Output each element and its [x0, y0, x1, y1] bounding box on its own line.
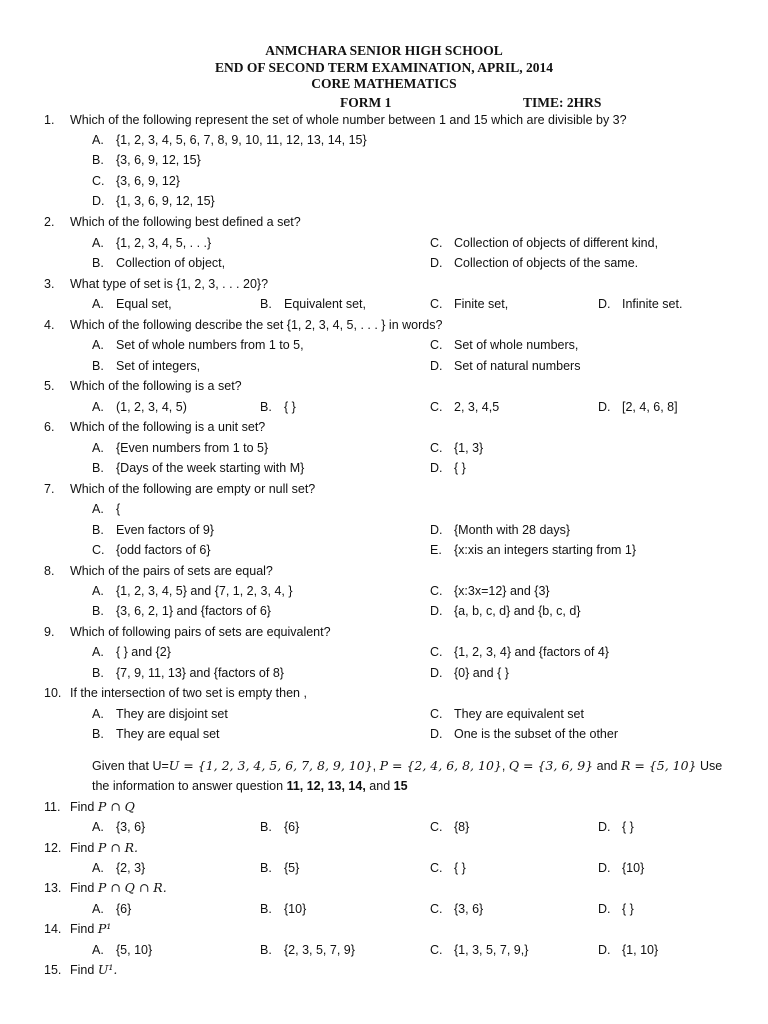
option-11b: B. {6} — [260, 820, 300, 834]
option-2d: D. Collection of objects of the same. — [430, 256, 639, 270]
question-9: 9. Which of following pairs of sets are equivalent? — [44, 625, 331, 639]
option-9d: D. {0} and { } — [430, 666, 509, 680]
question-8: 8. Which of the pairs of sets are equal? — [44, 564, 273, 578]
option-5a: A. (1, 2, 3, 4, 5) — [92, 400, 187, 414]
option-8b: B. {3, 6, 2, 1} and {factors of 6} — [92, 604, 271, 618]
exam-title: END OF SECOND TERM EXAMINATION, APRIL, 2014 — [214, 59, 554, 75]
option-14c: C. {1, 3, 5, 7, 9,} — [430, 943, 529, 957]
subject-title: CORE MATHEMATICS — [311, 76, 457, 91]
question-11: 11. Find P ∩ Q — [44, 799, 135, 814]
option-2a: A. {1, 2, 3, 4, 5, . . .} — [92, 236, 212, 250]
question-12: 12. Find P ∩ R. — [44, 840, 139, 855]
u-expression: U = {1, 2, 3, 4, 5, 6, 7, 8, 9, 10} — [168, 758, 373, 773]
option-11c: C. {8} — [430, 820, 470, 834]
option-13c: C. {3, 6} — [430, 902, 484, 916]
option-5d: D. [2, 4, 6, 8] — [598, 400, 678, 414]
option-7c: C. {odd factors of 6} — [92, 543, 211, 557]
option-12a: A. {2, 3} — [92, 861, 146, 875]
option-13a: A. {6} — [92, 902, 132, 916]
option-11d: D. { } — [598, 820, 634, 834]
question-2: 2. Which of the following best defined a set? — [44, 215, 301, 229]
option-1b: B. {3, 6, 9, 12, 15} — [92, 153, 201, 167]
option-9a: A. { } and {2} — [92, 645, 171, 659]
option-13d: D. { } — [598, 902, 634, 916]
option-3d: D. Infinite set. — [598, 297, 683, 311]
option-7a: A. { — [92, 502, 121, 516]
option-1a: A. {1, 2, 3, 4, 5, 6, 7, 8, 9, 10, 11, 12, 13, 14, 15} — [92, 133, 367, 147]
time-label: TIME: 2HRS — [523, 95, 602, 110]
option-14d: D. {1, 10} — [598, 943, 659, 957]
option-10c: C. They are equivalent set — [430, 707, 584, 721]
option-4a: A. Set of whole numbers from 1 to 5, — [92, 338, 304, 352]
exam-header — [0, 43, 768, 93]
option-3b: B. Equivalent set, — [260, 297, 366, 311]
info-line-2: the information to answer question 11, 12, 13, 14, and 15 — [92, 779, 408, 793]
option-3c: C. Finite set, — [430, 297, 509, 311]
option-10d: D. One is the subset of the other — [430, 727, 618, 741]
school-name: ANMCHARA SENIOR HIGH SCHOOL — [265, 43, 503, 58]
option-3a: A. Equal set, — [92, 297, 172, 311]
option-6b: B. {Days of the week starting with M} — [92, 461, 305, 475]
question-10: 10. If the intersection of two set is empty then , — [44, 686, 307, 700]
question-5: 5. Which of the following is a set? — [44, 379, 242, 393]
option-11a: A. {3, 6} — [92, 820, 146, 834]
form-label: FORM 1 — [340, 95, 392, 110]
option-6d: D. { } — [430, 461, 466, 475]
option-1d: D. {1, 3, 6, 9, 12, 15} — [92, 194, 215, 208]
option-2c: C. Collection of objects of different kind, — [430, 236, 659, 250]
option-5c: C. 2, 3, 4,5 — [430, 400, 500, 414]
option-8a: A. {1, 2, 3, 4, 5} and {7, 1, 2, 3, 4, } — [92, 584, 293, 598]
question-number: 1. — [44, 113, 55, 127]
option-12d: D. {10} — [598, 861, 645, 875]
question-1 — [44, 110, 627, 131]
p-expression: P = {2, 4, 6, 8, 10} — [379, 758, 502, 773]
option-1c: C. {3, 6, 9, 12} — [92, 174, 180, 188]
question-13: 13. Find P ∩ Q ∩ R. — [44, 880, 167, 895]
question-text: Which of the following represent the set of whole number between 1 and 15 which are divisible by 3? — [70, 113, 627, 127]
option-7d: D. {Month with 28 days} — [430, 523, 571, 537]
option-7e: E. {x:xis an integers starting from 1} — [430, 543, 637, 557]
option-14a: A. {5, 10} — [92, 943, 153, 957]
option-4c: C. Set of whole numbers, — [430, 338, 579, 352]
option-6a: A. {Even numbers from 1 to 5} — [92, 441, 269, 455]
question-6: 6. Which of the following is a unit set? — [44, 420, 266, 434]
option-9c: C. {1, 2, 3, 4} and {factors of 4} — [430, 645, 609, 659]
option-8c: C. {x:3x=12} and {3} — [430, 584, 550, 598]
option-6c: C. {1, 3} — [430, 441, 484, 455]
q-expression: Q = {3, 6, 9} — [508, 758, 594, 773]
option-12c: C. { } — [430, 861, 466, 875]
option-4d: D. Set of natural numbers — [430, 359, 581, 373]
question-3: 3. What type of set is {1, 2, 3, . . . 20}? — [44, 277, 269, 291]
question-15: 15. Find U¹. — [44, 962, 118, 977]
option-10a: A. They are disjoint set — [92, 707, 228, 721]
option-2b: B. Collection of object, — [92, 256, 226, 270]
question-4: 4. Which of the following describe the set {1, 2, 3, 4, 5, . . . } in words? — [44, 318, 443, 332]
question-7: 7. Which of the following are empty or null set? — [44, 482, 316, 496]
option-5b: B. { } — [260, 400, 296, 414]
r-expression: R = {5, 10} — [620, 758, 697, 773]
option-14b: B. {2, 3, 5, 7, 9} — [260, 943, 355, 957]
option-12b: B. {5} — [260, 861, 300, 875]
option-10b: B. They are equal set — [92, 727, 220, 741]
info-line-1: Given that U=U = {1, 2, 3, 4, 5, 6, 7, 8, 9, 10}, P = {2, 4, 6, 8, 10}, Q = {3, 6, 9} and R = {5, 10} Use — [92, 758, 723, 773]
option-9b: B. {7, 9, 11, 13} and {factors of 8} — [92, 666, 284, 680]
option-13b: B. {10} — [260, 902, 307, 916]
option-8d: D. {a, b, c, d} and {b, c, d} — [430, 604, 581, 618]
option-7b: B. Even factors of 9} — [92, 523, 214, 537]
option-4b: B. Set of integers, — [92, 359, 201, 373]
question-14: 14. Find P¹ — [44, 921, 112, 936]
